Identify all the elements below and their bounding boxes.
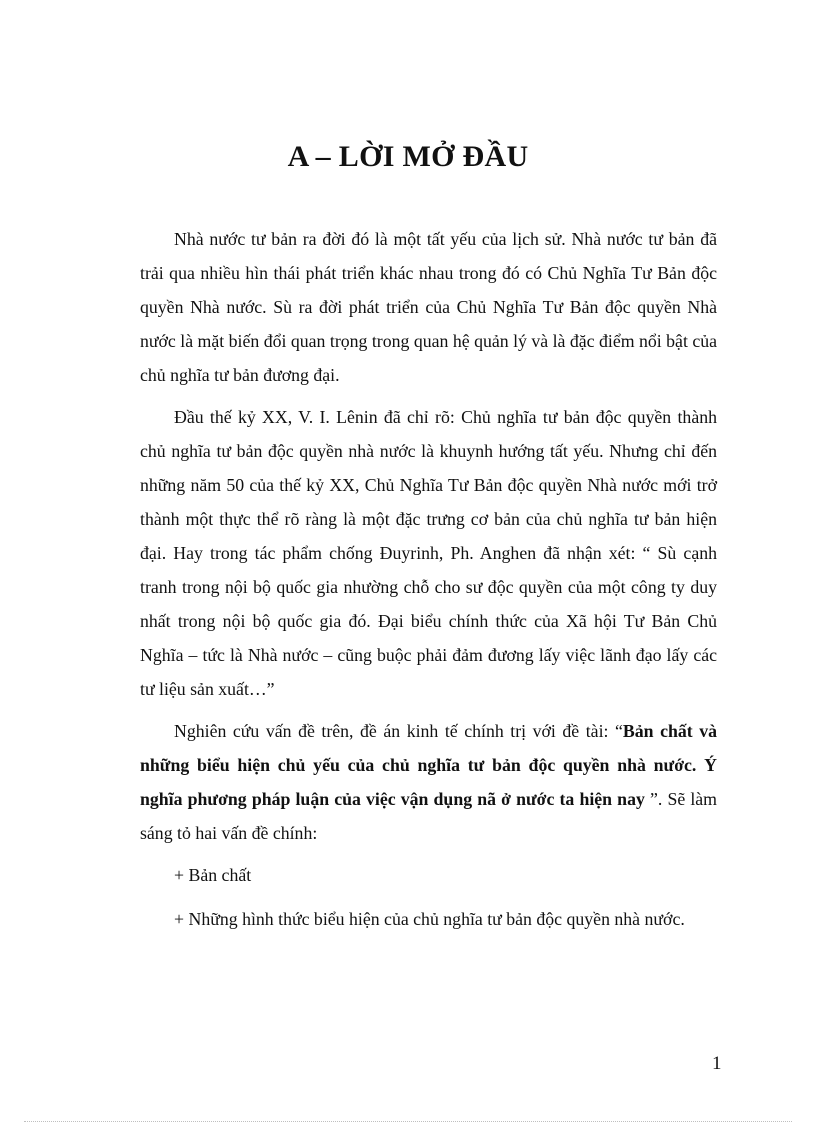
paragraph-3 (140, 714, 717, 850)
list-item-essence: + Bản chất (174, 865, 252, 885)
page-number: 1 (712, 1053, 722, 1074)
document-body (140, 222, 717, 946)
paragraph-3-end: ”. Sẽ làm sáng tỏ hai vấn đề chính: (140, 789, 718, 843)
list-item-forms: + Những hình thức biểu hiện của chủ nghĩa tư bản độc quyền nhà nước. (174, 909, 685, 929)
page-title: A – LỜI MỞ ĐẦU (287, 140, 529, 173)
paragraph-1: Nhà nước tư bản ra đời đó là một tất yếu của lịch sử. Nhà nước tư bản đã trải qua nhiều hìn thái phát triển khác nhau trong đó có Chủ Nghĩa Tư Bản độc quyền Nhà nước. Sù ra đời phát triển của Chủ Nghĩa Tư Bản độc quyền Nhà nước là mặt biến đổi quan trọng trong quan hệ quản lý và là đặc điểm nổi bật của chủ nghĩa tư bản đương đại. (140, 229, 718, 385)
page-bottom-divider (24, 1121, 792, 1122)
thesis-topic: Bản chất và những biểu hiện chủ yếu của chủ nghĩa tư bản độc quyền nhà nước. Ý nghĩa phương pháp luận của việc vận dụng nã ở nước ta hiện nay (140, 721, 718, 809)
paragraph-2: Đầu thế kỷ XX, V. I. Lênin đã chỉ rõ: Chủ nghĩa tư bản độc quyền thành chủ nghĩa tư bản độc quyền nhà nước là khuynh hướng tất yếu. Nhưng chỉ đến những năm 50 của thế kỷ XX, Chủ Nghĩa Tư Bản độc quyền Nhà nước mới trở thành một thực thể rõ ràng là một đặc trưng cơ bản của chủ nghĩa tư bản hiện đại. Hay trong tác phẩm chống Đuyrinh, Ph. Anghen đã nhận xét: “ Sù cạnh tranh trong nội bộ quốc gia nhường chỗ cho sư độc quyền của một công ty duy nhất trong nội bộ quốc gia đó. Đại biểu chính thức của Xã hội Tư Bản Chủ Nghĩa – tức là Nhà nước – cũng buộc phải đảm đương lấy việc lãnh đạo lấy các tư liệu sản xuất…” (140, 407, 717, 699)
paragraph-3-intro: Nghiên cứu vấn đề trên, đề án kinh tế chính trị với đề tài: “ (174, 721, 623, 741)
